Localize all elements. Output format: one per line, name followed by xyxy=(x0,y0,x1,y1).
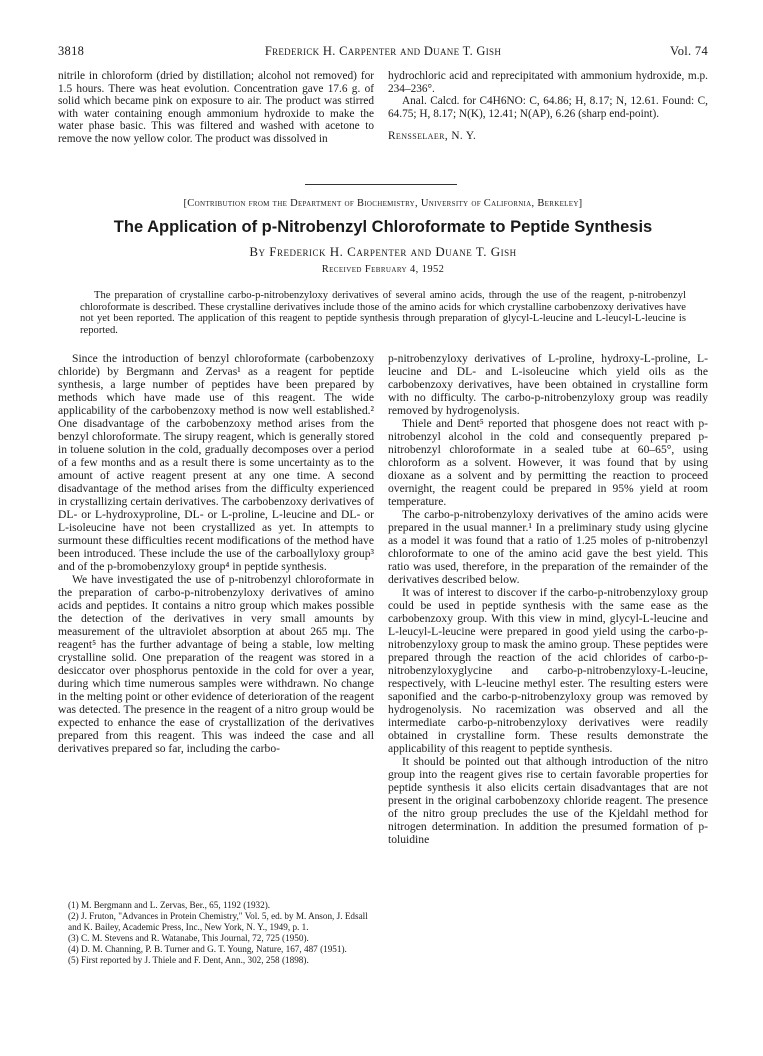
footnotes xyxy=(58,900,374,966)
body-paragraph: Thiele and Dent⁵ reported that phosgene does not react with p-nitrobenzyl alcohol in the cold and consequently prepared p-nitrobenzyl chloroformate in a sealed tube at 60–65°, using chloroform as a solvent. However, it was found that by using dioxane as a solvent and by permitting the reaction to proceed overnight, the reagent could be prepared in 95% yield at room temperature. xyxy=(388,417,708,508)
body-paragraph: p-nitrobenzyloxy derivatives of L-proline, hydroxy-L-proline, L-leucine and DL- and L-isoleucine which yield oils as the carbobenzoxy derivatives, have been obtained in crystalline form with no difficulty. The carbo-p-nitrobenzyloxy group was readily removed by hydrogenolysis. xyxy=(388,352,708,417)
analysis-line: Anal. Calcd. for C4H6NO: C, 64.86; H, 8.17; N, 12.61. Found: C, 64.75; H, 8.17; N(K), 12.41; N(AP), 6.26 (sharp end-point). xyxy=(388,95,708,120)
body-left-column xyxy=(58,352,374,755)
footnote: (5) First reported by J. Thiele and F. Dent, Ann., 302, 258 (1898). xyxy=(68,955,309,965)
footnote: (3) C. M. Stevens and R. Watanabe, This Journal, 72, 725 (1950). xyxy=(68,933,309,943)
body-paragraph: We have investigated the use of p-nitrobenzyl chloroformate in the preparation of carbo-p-nitrobenzyloxy derivatives of amino acids and peptides. It contains a nitro group which makes possible the detection of the derivatives in very small amounts by measurement of the ultraviolet absorption at about 265 mμ. The reagent⁵ has the further advantage of being a stable, low melting crystalline solid. One preparation of the reagent was stored in a desiccator over phosphorus pentoxide in the cold for over a year, during which time numerous samples were withdrawn. No change in the melting point or other evidence of deterioration of the reagent was detected. The presence in the reagent of a nitro group would be expected to enhance the ease of crystallization of the derivatives prepared from this reagent. This was indeed the case and all derivatives prepared so far, including the carbo- xyxy=(58,573,374,755)
footnote: (2) J. Fruton, "Advances in Protein Chemistry," Vol. 5, ed. by M. Anson, J. Edsall and K. Bailey, Academic Press, Inc., New York, N. Y., 1949, p. 1. xyxy=(68,911,368,932)
abstract: The preparation of crystalline carbo-p-nitrobenzyloxy derivatives of several amino acids, through the use of the reagent, p-nitrobenzyl chloroformate is described. These crystalline derivatives include those of the amino acids for which crystalline carbobenzoxy derivatives have not yet been reported. The application of this reagent to peptide synthesis through preparation of glycyl-L-leucine and L-leucyl-L-leucine is reported. xyxy=(80,290,686,336)
body-paragraph: The carbo-p-nitrobenzyloxy derivatives of the amino acids were prepared in the usual manner.¹ In a preliminary study using glycine as a model it was found that a ratio of 1.25 moles of p-nitrobenzyl chloroformate to one of the amino acid gave the best yield. This ratio was used, therefore, in the preparation of the remainder of the derivatives described below. xyxy=(388,508,708,586)
continued-paragraph-right: hydrochloric acid and reprecipitated with ammonium hydroxide, m.p. 234–236°. xyxy=(388,70,708,95)
top-right-continuation xyxy=(388,70,708,160)
running-head xyxy=(58,44,708,60)
footnote: (4) D. M. Channing, P. B. Turner and G. T. Young, Nature, 167, 487 (1951). xyxy=(68,944,347,954)
body-paragraph: It was of interest to discover if the carbo-p-nitrobenzyloxy group could be used in peptide synthesis with the same ease as the carbobenzoxy group. With this view in mind, glycyl-L-leucine and L-leucyl-L-leucine were prepared in good yield using the carbo-p-nitrobenzyloxy group to mask the amino group. These peptides were prepared through the reaction of the acid chlorides of carbo-p-nitrobenzyloxyglycine and carbo-p-nitrobenzyloxy-L-leucine, respectively, with L-leucine methyl ester. The resulting esters were saponified and the carbo-p-nitrobenzyloxy group was removed by hydrogenolysis. No racemization was observed and all the intermediate carbo-p-nitrobenzyloxy derivatives were readily obtained in crystalline form. These results demonstrate the applicability of this reagent to peptide synthesis. xyxy=(388,586,708,755)
body-paragraph: It should be pointed out that although introduction of the nitro group into the reagent gives rise to certain favorable properties for peptide synthesis it also elicits certain disadvantages that are not present in the original carbobenzoxy chloride reagent. The presence of the nitro group precludes the use of the Kjeldahl method for nitrogen determination. In addition the presumed formation of p-toluidine xyxy=(388,755,708,846)
article-title: The Application of p-Nitrobenzyl Chloroformate to Peptide Synthesis xyxy=(113,218,653,236)
contribution-line: [Contribution from the Department of Biochemistry, University of California, Berkeley] xyxy=(183,198,583,209)
body-right-column xyxy=(388,352,708,846)
footnote: (1) M. Bergmann and L. Zervas, Ber., 65, 1192 (1932). xyxy=(68,900,271,910)
volume-label: Vol. 74 xyxy=(670,44,708,58)
running-title: Frederick H. Carpenter and Duane T. Gish xyxy=(264,44,502,58)
page-number: 3818 xyxy=(58,44,85,58)
top-left-continuation xyxy=(58,70,374,146)
section-divider xyxy=(305,184,457,185)
continued-paragraph: nitrile in chloroform (dried by distillation; alcohol not removed) for 1.5 hours. There was heat evolution. Concentration gave 17.6 g. of solid which became pink on exposure to air. The product was stirred with water containing enough ammonium hydroxide to make the water phase basic. This was filtered and washed with acetone to remove the now yellow color. The product was dissolved in xyxy=(58,70,374,145)
byline: By Frederick H. Carpenter and Duane T. Gish xyxy=(249,244,517,259)
body-paragraph: Since the introduction of benzyl chloroformate (carbobenzoxy chloride) by Bergmann and Zervas¹ as a reagent for peptide synthesis, a large number of peptides have been prepared by methods which have made use of this reagent. The wide applicability of the carbobenzoxy method is now well established.² One disadvantage of the carbobenzoxy method arises from the benzyl chloroformate. The sirupy reagent, which is generally stored in toluene solution in the cold, gradually decomposes over a period of a few months and as a result there is some uncertainty as to the amount of active reagent present at any one time. A second disadvantage of the method arises from the difficulty experienced in crystallizing certain derivatives. The carbobenzoxy derivatives of DL- or L-hydroxyproline, DL- or L-proline, L-leucine and DL- or L-isoleucine have not been crystallized as yet. In attempts to surmount these difficulties recent modifications of the method have been introduced. These include the use of the carboallyloxy group³ and of the p-bromobenzyloxy group⁴ in peptide synthesis. xyxy=(58,352,374,573)
institution-signoff: Rensselaer, N. Y. xyxy=(388,130,477,143)
received-date: Received February 4, 1952 xyxy=(321,264,445,275)
